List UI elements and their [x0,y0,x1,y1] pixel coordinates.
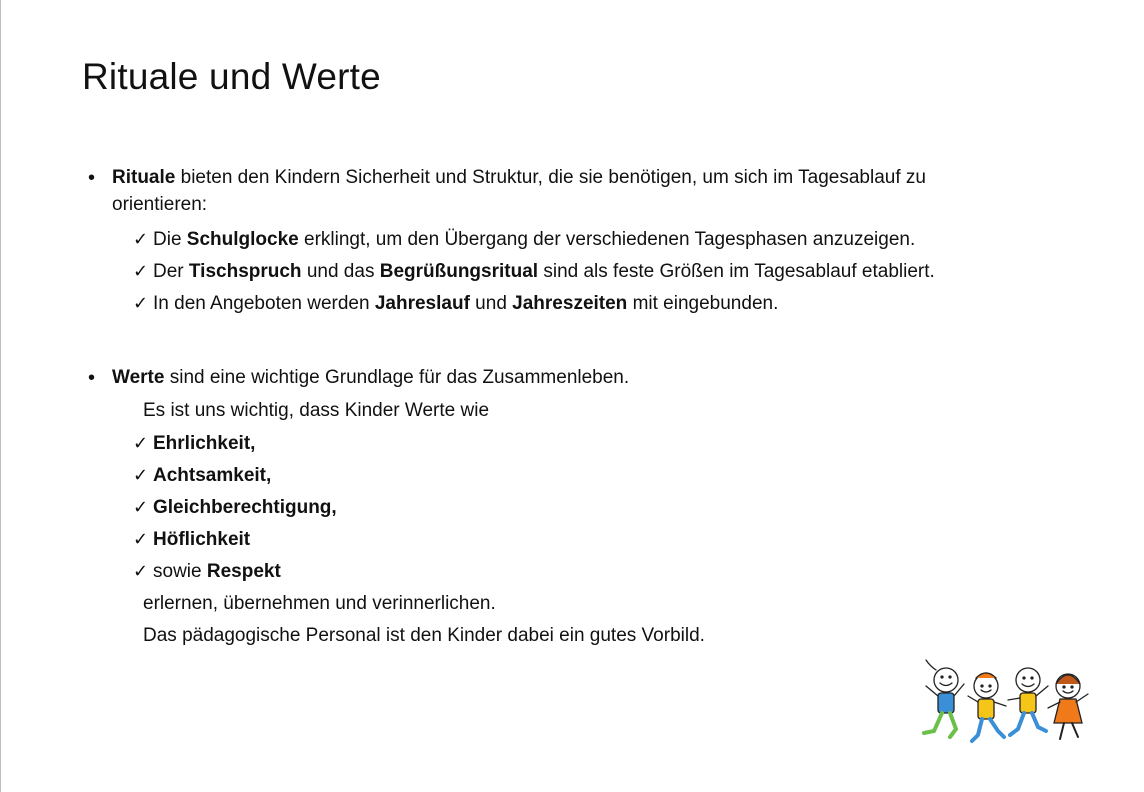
werte-closing-1: erlernen, übernehmen und verinnerlichen. [143,593,496,614]
werte-lead: Es ist uns wichtig, dass Kinder Werte wie [143,400,490,421]
werte-closing-2: Das pädagogische Personal ist den Kinder dabei ein gutes Vorbild. [143,625,705,646]
check-icon: ✓ [133,293,149,313]
bullet-rituale: • [88,167,96,189]
rituale-item-1: ✓ Die Schulglocke erklingt, um den Übergang der verschiedenen Tagesphasen anzuzeigen. [133,226,915,253]
rituale-keyword: Rituale [112,167,176,188]
werte-intro-line: Werte sind eine wichtige Grundlage für das Zusammenleben. [112,367,630,388]
rituale-intro-line-2: orientieren: [112,194,208,215]
slide-title: Rituale und Werte [82,56,381,97]
check-icon: ✓ [133,561,149,581]
check-icon: ✓ [133,465,149,485]
check-icon: ✓ [133,529,149,549]
werte-value-5: ✓ sowie Respekt [133,558,281,585]
rituale-intro-line-1 [112,165,926,191]
kid-girl-figure [1048,674,1088,739]
bullet-werte: • [88,367,96,389]
kid-yellow-figure [968,673,1006,741]
check-icon: ✓ [133,433,149,453]
werte-keyword: Werte [112,367,165,388]
werte-value-3: ✓ Gleichberechtigung, [133,494,337,521]
werte-value-4: ✓ Höflichkeit [133,526,250,553]
slide-left-edge [0,0,1,792]
check-icon: ✓ [133,261,149,281]
werte-value-1: ✓ Ehrlichkeit, [133,430,255,457]
rituale-item-2: ✓ Der Tischspruch und das Begrüßungsritual sind als feste Größen im Tagesablauf etabliert. [133,258,935,285]
kid-blue-figure [924,660,964,737]
werte-value-2: ✓ Achtsamkeit, [133,462,271,489]
kids-illustration [918,658,1098,758]
rituale-intro-text: bieten den Kindern Sicherheit und Struktur, die sie benötigen, um sich im Tagesablauf zu [175,167,926,188]
kid-orange-figure [1008,668,1048,735]
rituale-item-3: ✓ In den Angeboten werden Jahreslauf und Jahreszeiten mit eingebunden. [133,290,778,317]
check-icon: ✓ [133,497,149,517]
check-icon: ✓ [133,229,149,249]
